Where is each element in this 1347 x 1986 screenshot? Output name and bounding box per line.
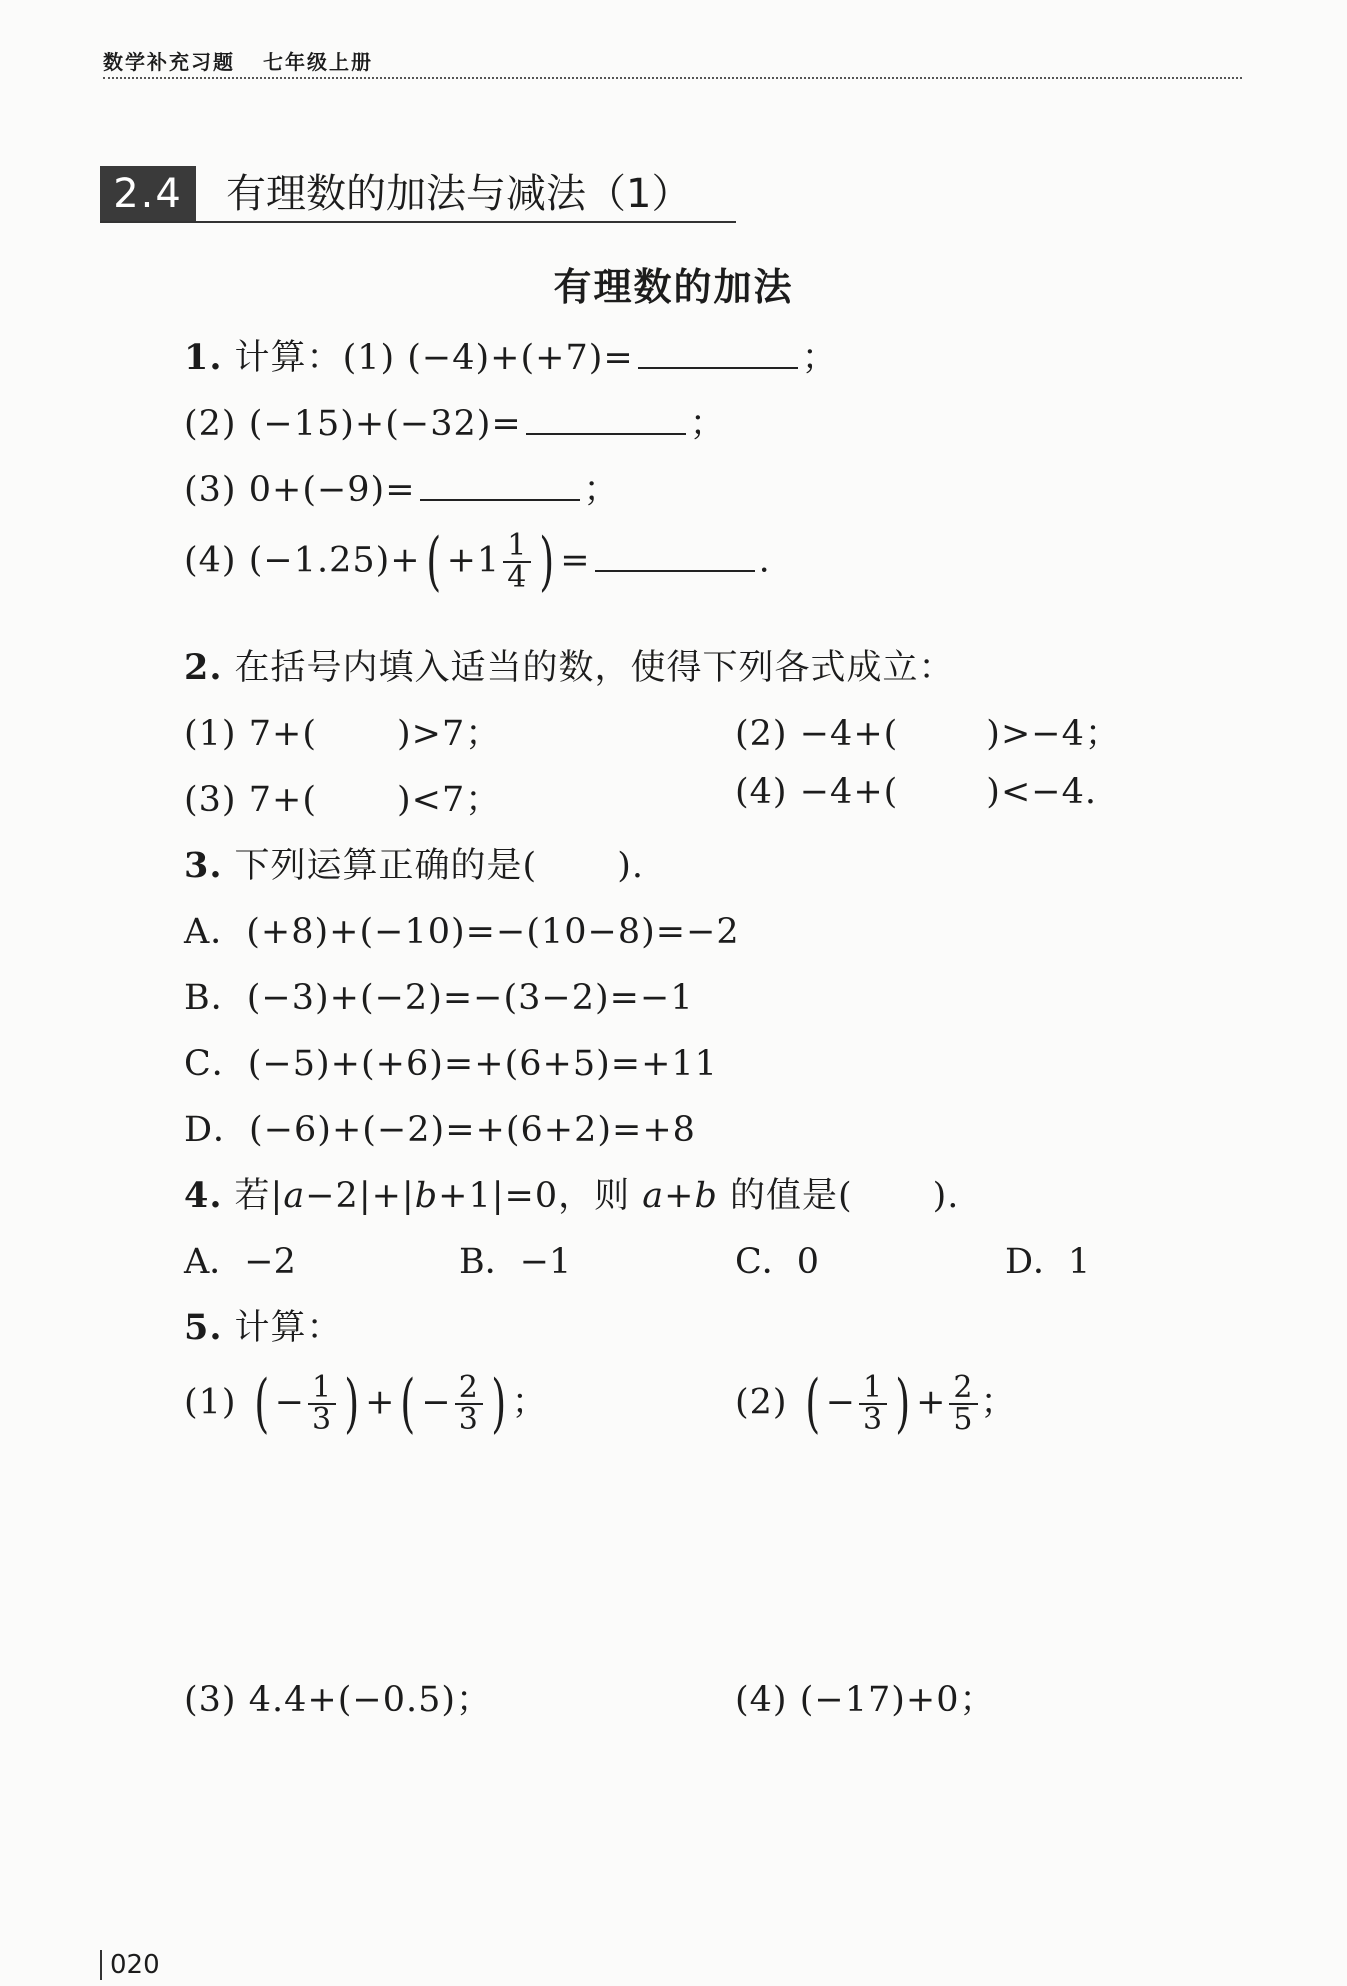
frac-num: 1 <box>859 1373 887 1405</box>
q4-post: 的值是( <box>717 1176 853 1216</box>
frac-num: 2 <box>455 1373 483 1405</box>
q5-number: 5. <box>184 1307 223 1348</box>
q1-item4-label: (4) <box>184 540 237 581</box>
pre: 7+( <box>248 780 317 820</box>
answer-blank[interactable] <box>638 337 798 369</box>
q4-option-c: C．0 <box>735 1242 820 1282</box>
pre: 7+( <box>248 714 317 754</box>
subsection-title: 有理数的加法 <box>553 265 794 309</box>
q3-option-b: B．(−3)+(−2)=−(3−2)=−1 <box>184 978 694 1018</box>
q4-mid2: +1|=0，则 <box>438 1176 643 1216</box>
frac-den: 4 <box>507 560 528 595</box>
frac-num: 1 <box>308 1373 336 1405</box>
label: (1) <box>184 1382 237 1423</box>
q1-line-3 <box>184 462 620 512</box>
frac-den: 3 <box>863 1402 884 1437</box>
running-header <box>103 46 373 75</box>
fraction <box>503 528 531 595</box>
q5-item-1: (1) ( − $\frac{1}{3}$ ) +( − $\frac{2}{3}$ ) ； <box>184 1367 548 1441</box>
label: (2) <box>735 1382 788 1423</box>
q5-stem <box>184 1300 343 1350</box>
label: (3) <box>184 780 237 820</box>
expr: 4.4+(−0.5)； <box>248 1680 493 1720</box>
post: )<7； <box>396 780 502 820</box>
punct: ； <box>511 1382 548 1423</box>
q1-item1-label: (1) <box>342 338 396 378</box>
right-paren: ) <box>895 1367 911 1441</box>
q1-item1-expr: (−4)+(+7)= <box>407 338 634 378</box>
q1-item2-expr: (−15)+(−32)= <box>248 404 522 444</box>
q3-number: 3. <box>184 845 223 886</box>
q2-text: 在括号内填入适当的数，使得下列各式成立： <box>234 648 955 688</box>
right-paren: ) <box>539 525 556 599</box>
q1-line-1 <box>184 330 838 380</box>
book-title: 数学补充习题 <box>103 50 235 74</box>
post: )>7； <box>396 714 502 754</box>
section-title: 有理数的加法与减法（1） <box>226 171 692 217</box>
grade-label: 七年级上册 <box>263 50 373 74</box>
q5-item-3 <box>184 1672 492 1722</box>
section-underline <box>100 221 736 223</box>
page-number: 020 <box>100 1950 160 1980</box>
header-divider <box>103 77 1242 79</box>
q4-number: 4. <box>184 1175 223 1216</box>
q1-item4-sign: +1 <box>446 540 501 581</box>
plus: + <box>664 1176 695 1216</box>
q1-item3-expr: 0+(−9)= <box>248 470 416 510</box>
q2-item-4 <box>735 772 1097 812</box>
label: (1) <box>184 714 237 754</box>
q4-option-a: A．−2 <box>184 1242 296 1282</box>
punct: . <box>758 540 771 581</box>
section-heading <box>100 166 721 222</box>
var-a: a <box>283 1176 306 1216</box>
q3-option-a: A．(+8)+(−10)=−(10−8)=−2 <box>184 912 740 952</box>
q2-number: 2. <box>184 647 223 688</box>
fraction <box>859 1370 887 1437</box>
fraction <box>455 1370 483 1437</box>
label: (3) <box>184 1680 237 1720</box>
equals: = <box>560 540 591 581</box>
q4-option-d: D．1 <box>1005 1242 1091 1282</box>
q4-pre: 若| <box>234 1176 284 1216</box>
punct: ). <box>932 1176 960 1216</box>
q3-option-d: D．(−6)+(−2)=+(6+2)=+8 <box>184 1110 696 1150</box>
var-b: b <box>414 1176 439 1216</box>
punct: ； <box>980 1382 1017 1423</box>
answer-blank[interactable] <box>595 540 755 572</box>
q1-lead: 计算： <box>234 338 343 378</box>
q1-item2-label: (2) <box>184 404 237 444</box>
pre: −4+( <box>799 714 899 754</box>
punct: ； <box>583 470 620 510</box>
q2-item-2 <box>735 706 1121 756</box>
q2-item-1 <box>184 706 501 756</box>
section-number: 2.4 <box>100 166 196 222</box>
q4-stem <box>184 1168 959 1218</box>
punct: ). <box>617 846 644 886</box>
frac-den: 3 <box>312 1402 333 1437</box>
q4-option-b: B．−1 <box>459 1242 572 1282</box>
q1-line-2 <box>184 396 726 446</box>
label: (4) <box>735 772 788 812</box>
q5-item-4 <box>735 1672 996 1722</box>
punct: ； <box>801 338 838 378</box>
q2-item-3 <box>184 772 501 822</box>
var-a: a <box>642 1176 665 1216</box>
left-paren: ( <box>425 525 442 599</box>
q1-number: 1. <box>184 337 223 378</box>
fraction <box>308 1370 336 1437</box>
var-b: b <box>694 1176 718 1216</box>
q3-text: 下列运算正确的是( <box>234 846 538 886</box>
post: )<−4. <box>986 772 1097 812</box>
right-paren: ) <box>344 1367 360 1441</box>
q1-item3-label: (3) <box>184 470 237 510</box>
q1-item4-pre: (−1.25)+ <box>248 540 421 581</box>
left-paren: ( <box>804 1367 821 1441</box>
frac-num: 2 <box>949 1373 977 1405</box>
pre: −4+( <box>799 772 899 812</box>
frac-den: 5 <box>953 1402 974 1437</box>
left-paren: ( <box>400 1367 417 1441</box>
q3-option-c: C．(−5)+(+6)=+(6+5)=+11 <box>184 1044 718 1084</box>
answer-blank[interactable] <box>526 403 686 435</box>
expr: (−17)+0； <box>799 1680 996 1720</box>
label: (4) <box>735 1680 788 1720</box>
left-paren: ( <box>253 1367 270 1441</box>
answer-blank[interactable] <box>420 469 580 501</box>
q2-stem <box>184 640 955 690</box>
q5-item-2: (2) ( − $\frac{1}{3}$ ) + $\frac{2}{5}$ ； <box>735 1367 1017 1441</box>
right-paren: ) <box>490 1367 507 1441</box>
frac-den: 3 <box>458 1402 479 1437</box>
label: (2) <box>735 714 788 754</box>
q5-text: 计算： <box>234 1308 343 1348</box>
q1-line-4 <box>184 525 771 599</box>
q3-stem <box>184 838 644 888</box>
fraction <box>949 1370 977 1437</box>
punct: ； <box>689 404 726 444</box>
post: )>−4； <box>986 714 1121 754</box>
frac-num: 1 <box>503 531 531 563</box>
q4-mid1: −2|+| <box>305 1176 415 1216</box>
